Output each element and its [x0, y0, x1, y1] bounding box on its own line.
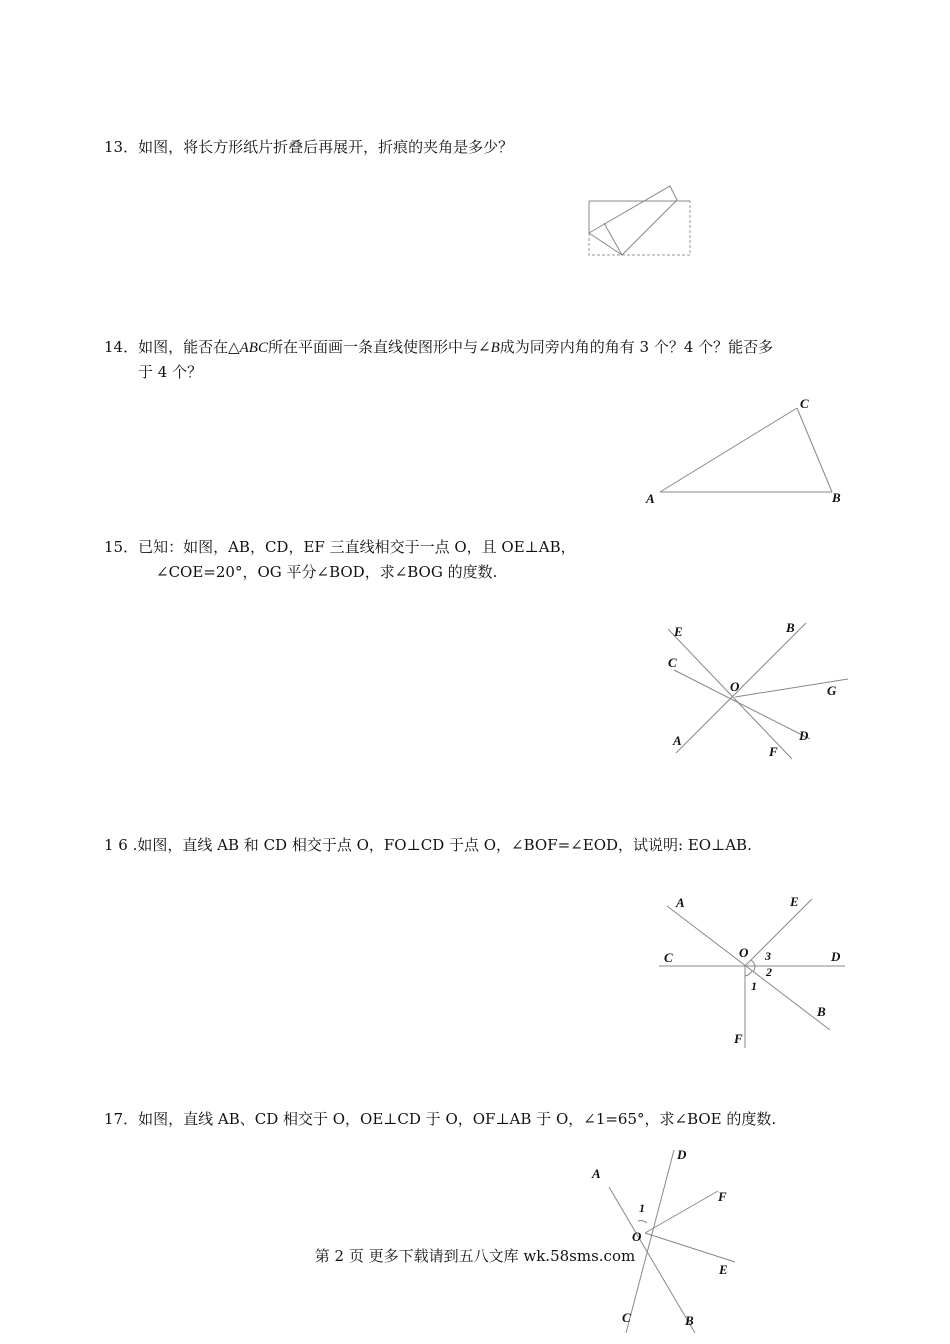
question-text: 于 4 个？ — [138, 363, 203, 381]
figure-perpendicular-lines — [655, 890, 855, 1050]
question-15-line-2 — [156, 560, 497, 584]
label-e: E — [790, 894, 799, 909]
label-c: C — [622, 1310, 631, 1325]
question-text: ∠COE=20°，OG 平分∠BOD，求∠BOG 的度数. — [156, 563, 498, 581]
question-number: 15． — [104, 538, 139, 556]
page-footer: 第 2 页 更多下载请到五八文库 wk.58sms.com — [314, 1247, 636, 1265]
label-angle-3: 3 — [765, 949, 771, 963]
segment-ac — [660, 408, 797, 492]
question-number: 1 6 . — [104, 836, 138, 854]
question-text: 所在平面画一条直线使图形中与∠ — [267, 338, 491, 356]
label-b: B — [685, 1313, 694, 1328]
figure-triangle-abc — [640, 392, 860, 512]
question-14-line-2 — [138, 360, 202, 384]
question-17 — [104, 1107, 776, 1131]
label-c: C — [668, 655, 677, 670]
label-angle-1: 1 — [751, 979, 757, 993]
angle-name: B — [490, 340, 500, 356]
question-text: 如图，直线 AB、CD 相交于 O，OE⊥CD 于 O，OF⊥AB 于 O，∠1=65°，求∠BOE 的度数. — [138, 1110, 777, 1128]
figure-three-lines-o — [660, 615, 860, 765]
ray-of — [645, 1191, 718, 1233]
label-a: A — [592, 1166, 601, 1181]
label-f: F — [734, 1031, 743, 1046]
label-a: A — [676, 895, 685, 910]
label-a: A — [673, 733, 682, 748]
folded-flap — [589, 186, 677, 255]
question-number: 14． — [104, 338, 139, 356]
figure-folded-rectangle — [586, 183, 696, 263]
question-text: 如图，直线 AB 和 CD 相交于点 O，FO⊥CD 于点 O，∠BOF=∠EOD，试说明: EO⊥AB. — [137, 836, 752, 854]
line-ab — [676, 623, 806, 753]
question-16 — [104, 833, 752, 857]
label-angle-1: 1 — [639, 1201, 645, 1215]
label-e: E — [719, 1262, 728, 1277]
label-c: C — [664, 950, 673, 965]
question-13 — [104, 135, 513, 159]
label-c: C — [800, 396, 809, 411]
line-cd — [674, 670, 810, 739]
rectangle-outline — [589, 201, 690, 255]
angle-1-arc — [638, 1221, 647, 1223]
angle-1-arc — [745, 971, 752, 976]
question-14 — [104, 335, 864, 360]
angle-2-arc — [753, 966, 755, 972]
question-number: 13． — [104, 138, 139, 156]
label-b: B — [817, 1004, 826, 1019]
label-a: A — [646, 491, 655, 506]
figure-intersecting-lines-bottom — [585, 1143, 755, 1343]
triangle-name: ABC — [239, 340, 268, 356]
label-angle-2: 2 — [766, 965, 772, 979]
question-text: 如图，将长方形纸片折叠后再展开，折痕的夹角是多少？ — [138, 138, 514, 156]
label-d: D — [677, 1147, 687, 1162]
label-d: D — [799, 728, 809, 743]
question-text: 成为同旁内角的角有 3 个？4 个？能否多 — [499, 338, 774, 356]
label-o: O — [730, 679, 740, 694]
label-g: G — [827, 683, 837, 698]
question-number: 17． — [104, 1110, 139, 1128]
label-o: O — [739, 945, 749, 960]
label-e: E — [674, 624, 683, 639]
question-15 — [104, 535, 576, 559]
label-b: B — [786, 620, 795, 635]
label-b: B — [832, 490, 841, 505]
label-d: D — [831, 949, 841, 964]
line-ab — [667, 906, 830, 1030]
question-text: 如图，能否在△ — [138, 338, 240, 356]
label-f: F — [769, 744, 778, 759]
angle-3-arc — [751, 960, 755, 966]
label-f: F — [718, 1189, 727, 1204]
segment-cb — [797, 408, 832, 492]
ray-oe — [745, 899, 812, 966]
question-text: 已知：如图，AB，CD，EF 三直线相交于一点 O，且 OE⊥AB， — [138, 538, 576, 556]
line-ef — [668, 629, 792, 759]
label-o: O — [632, 1229, 642, 1244]
